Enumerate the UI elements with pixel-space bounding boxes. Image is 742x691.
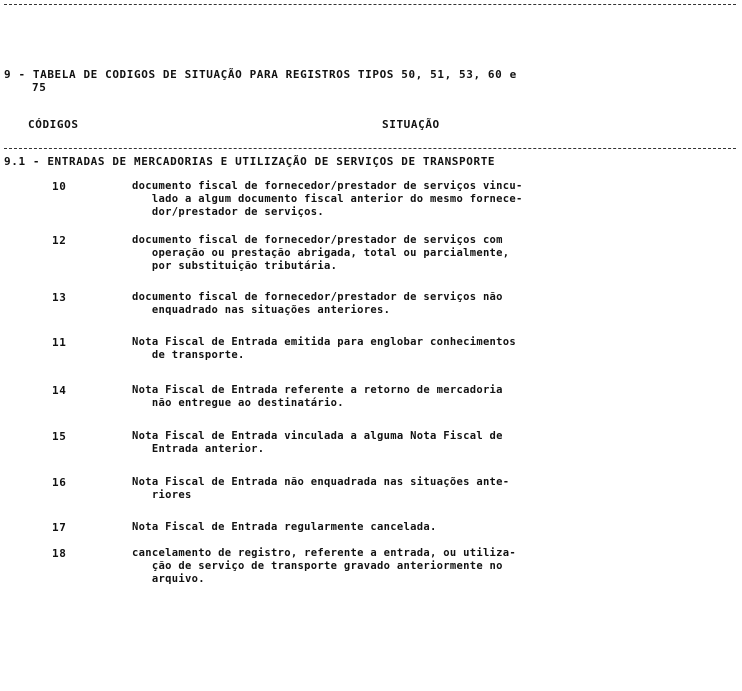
- entry-description: documento fiscal de fornecedor/prestador de serviços não enquadrado nas situações anteriores.: [132, 291, 503, 316]
- table-title-continuation: 75: [32, 81, 47, 94]
- entry-code: 16: [52, 476, 67, 489]
- entry-description: Nota Fiscal de Entrada vinculada a alguma Nota Fiscal de Entrada anterior.: [132, 430, 503, 455]
- entry-code: 13: [52, 291, 67, 304]
- entry-code: 10: [52, 180, 67, 193]
- entry-description: Nota Fiscal de Entrada não enquadrada nas situações ante- riores: [132, 476, 510, 501]
- entry-description: Nota Fiscal de Entrada regularmente cancelada.: [132, 521, 437, 533]
- header-dashed-rule: [4, 148, 736, 149]
- column-header-situation: SITUAÇÃO: [382, 118, 440, 131]
- entry-code: 11: [52, 336, 67, 349]
- entry-description: Nota Fiscal de Entrada emitida para englobar conhecimentos de transporte.: [132, 336, 517, 361]
- entry-code: 17: [52, 521, 67, 534]
- entry-description: cancelamento de registro, referente a entrada, ou utiliza- ção de serviço de transporte gravado anteriormente no arquivo.: [132, 547, 517, 585]
- entry-code: 18: [52, 547, 67, 560]
- entry-code: 14: [52, 384, 67, 397]
- entry-code: 15: [52, 430, 67, 443]
- entry-code: 12: [52, 234, 67, 247]
- entry-description: documento fiscal de fornecedor/prestador de serviços com operação ou prestação abrigada, total ou parcialmente, por substituição tributária.: [132, 234, 510, 272]
- entry-description: Nota Fiscal de Entrada referente a retorno de mercadoria não entregue ao destinatário.: [132, 384, 503, 409]
- entry-description: documento fiscal de fornecedor/prestador de serviços vincu- lado a algum documento fiscal anterior do mesmo fornece- dor/prestador de serviços.: [132, 180, 523, 218]
- top-dashed-rule: [4, 4, 736, 5]
- section-title: 9.1 - ENTRADAS DE MERCADORIAS E UTILIZAÇÃO DE SERVIÇOS DE TRANSPORTE: [4, 155, 496, 168]
- table-title: 9 - TABELA DE CODIGOS DE SITUAÇÃO PARA REGISTROS TIPOS 50, 51, 53, 60 e: [4, 68, 517, 81]
- column-header-codes: CÓDIGOS: [28, 118, 79, 131]
